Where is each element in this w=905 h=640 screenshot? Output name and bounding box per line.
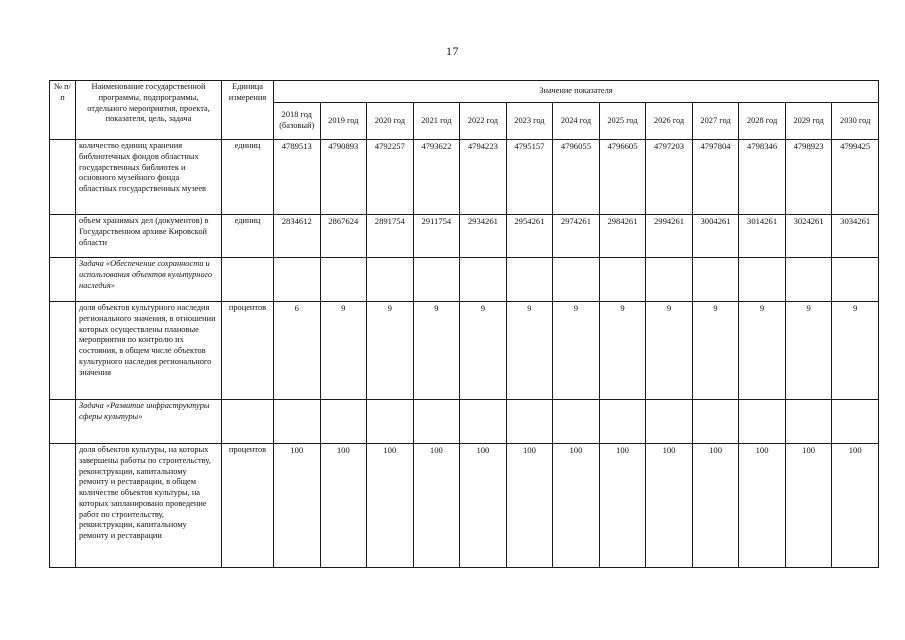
header-year: 2023 год: [506, 103, 553, 140]
value-cell: 6: [274, 302, 321, 400]
indicator-name: доля объектов культуры, на которых завершены работы по строительству, реконструкции, капитальному ремонту и реставрации, в общем количестве объектов культуры, на которых запланировано проведение работ по строительству, реконструкции, капитальному ремонту и реставрации: [76, 444, 222, 568]
unit-cell: [222, 400, 274, 444]
value-cell: [646, 400, 693, 444]
row-number: [50, 400, 76, 444]
value-cell: [832, 258, 879, 302]
value-cell: [460, 400, 507, 444]
value-cell: 3014261: [739, 215, 786, 258]
value-cell: 2994261: [646, 215, 693, 258]
value-cell: [506, 400, 553, 444]
value-cell: [274, 400, 321, 444]
task-name: Задача «Обеспечение сохранности и использования объектов культурного наследия»: [76, 258, 222, 302]
value-cell: 9: [832, 302, 879, 400]
value-cell: 9: [506, 302, 553, 400]
table-row: [50, 444, 879, 568]
value-cell: [506, 258, 553, 302]
value-cell: 2834612: [274, 215, 321, 258]
value-cell: 4789513: [274, 140, 321, 215]
indicator-name: доля объектов культурного наследия регионального значения, в отношении которых осуществлены плановые мероприятия по контролю их состояния, в общем числе объектов культурного наследия регионального значения: [76, 302, 222, 400]
value-cell: [274, 258, 321, 302]
value-cell: 2867624: [320, 215, 367, 258]
value-cell: [785, 400, 832, 444]
table-row: [50, 400, 879, 444]
value-cell: [599, 258, 646, 302]
header-year: 2030 год: [832, 103, 879, 140]
value-cell: 4796605: [599, 140, 646, 215]
header-year: 2018 год (базовый): [274, 103, 321, 140]
row-number: [50, 444, 76, 568]
unit-cell: процентов: [222, 302, 274, 400]
value-cell: [320, 400, 367, 444]
value-cell: 100: [785, 444, 832, 568]
value-cell: 100: [367, 444, 414, 568]
header-year: 2025 год: [599, 103, 646, 140]
header-year: 2024 год: [553, 103, 600, 140]
header-values: Значение показателя: [274, 81, 879, 103]
value-cell: 9: [785, 302, 832, 400]
value-cell: 9: [646, 302, 693, 400]
row-number: [50, 215, 76, 258]
value-cell: [553, 258, 600, 302]
value-cell: 4799425: [832, 140, 879, 215]
header-year: 2021 год: [413, 103, 460, 140]
value-cell: 100: [460, 444, 507, 568]
header-year: 2027 год: [692, 103, 739, 140]
value-cell: [367, 400, 414, 444]
indicators-table: [49, 80, 879, 568]
value-cell: 2891754: [367, 215, 414, 258]
table-row: [50, 140, 879, 215]
value-cell: 4795157: [506, 140, 553, 215]
value-cell: [646, 258, 693, 302]
value-cell: 100: [832, 444, 879, 568]
value-cell: 4796055: [553, 140, 600, 215]
value-cell: [739, 400, 786, 444]
header-unit: Единица измерения: [222, 81, 274, 140]
header-year: 2028 год: [739, 103, 786, 140]
value-cell: 100: [320, 444, 367, 568]
value-cell: 9: [460, 302, 507, 400]
header-year: 2029 год: [785, 103, 832, 140]
value-cell: 100: [506, 444, 553, 568]
value-cell: 2911754: [413, 215, 460, 258]
value-cell: 3004261: [692, 215, 739, 258]
header-number: № п/п: [50, 81, 76, 140]
indicator-name: объем хранимых дел (документов) в Государственном архиве Кировской области: [76, 215, 222, 258]
task-name: Задача «Развитие инфраструктуры сферы культуры»: [76, 400, 222, 444]
unit-cell: [222, 258, 274, 302]
value-cell: 100: [646, 444, 693, 568]
value-cell: 2984261: [599, 215, 646, 258]
value-cell: [553, 400, 600, 444]
value-cell: 4797203: [646, 140, 693, 215]
unit-cell: единиц: [222, 215, 274, 258]
value-cell: 100: [553, 444, 600, 568]
value-cell: 3034261: [832, 215, 879, 258]
value-cell: 4798923: [785, 140, 832, 215]
value-cell: [367, 258, 414, 302]
value-cell: [692, 400, 739, 444]
table-row: [50, 215, 879, 258]
header-year: 2019 год: [320, 103, 367, 140]
value-cell: 3024261: [785, 215, 832, 258]
value-cell: 4798346: [739, 140, 786, 215]
value-cell: 9: [599, 302, 646, 400]
value-cell: 100: [739, 444, 786, 568]
row-number: [50, 140, 76, 215]
value-cell: 9: [413, 302, 460, 400]
value-cell: 4792257: [367, 140, 414, 215]
value-cell: 4794223: [460, 140, 507, 215]
header-name: Наименование государственной программы, подпрограммы, отдельного мероприятия, проекта, показателя, цель, задача: [76, 81, 222, 140]
value-cell: 100: [274, 444, 321, 568]
value-cell: 4797804: [692, 140, 739, 215]
header-year: 2026 год: [646, 103, 693, 140]
value-cell: [599, 400, 646, 444]
unit-cell: единиц: [222, 140, 274, 215]
value-cell: 9: [320, 302, 367, 400]
value-cell: 100: [692, 444, 739, 568]
value-cell: [460, 258, 507, 302]
value-cell: 2934261: [460, 215, 507, 258]
value-cell: [320, 258, 367, 302]
value-cell: 100: [599, 444, 646, 568]
value-cell: [785, 258, 832, 302]
row-number: [50, 258, 76, 302]
value-cell: [413, 400, 460, 444]
value-cell: 9: [367, 302, 414, 400]
value-cell: 9: [692, 302, 739, 400]
value-cell: [739, 258, 786, 302]
value-cell: 9: [553, 302, 600, 400]
value-cell: 100: [413, 444, 460, 568]
table-header: [50, 81, 879, 140]
value-cell: [692, 258, 739, 302]
value-cell: 4790893: [320, 140, 367, 215]
value-cell: 4793622: [413, 140, 460, 215]
value-cell: [832, 400, 879, 444]
header-year: 2022 год: [460, 103, 507, 140]
value-cell: 9: [739, 302, 786, 400]
value-cell: 2974261: [553, 215, 600, 258]
header-year: 2020 год: [367, 103, 414, 140]
table-row: [50, 302, 879, 400]
unit-cell: процентов: [222, 444, 274, 568]
indicator-name: количество единиц хранения библиотечных фондов областных государственных библиотек и основного музейного фонда областных государственных музеев: [76, 140, 222, 215]
value-cell: 2954261: [506, 215, 553, 258]
table-body: [50, 140, 879, 568]
value-cell: [413, 258, 460, 302]
page-number: 17: [446, 44, 459, 58]
row-number: [50, 302, 76, 400]
table-row: [50, 258, 879, 302]
